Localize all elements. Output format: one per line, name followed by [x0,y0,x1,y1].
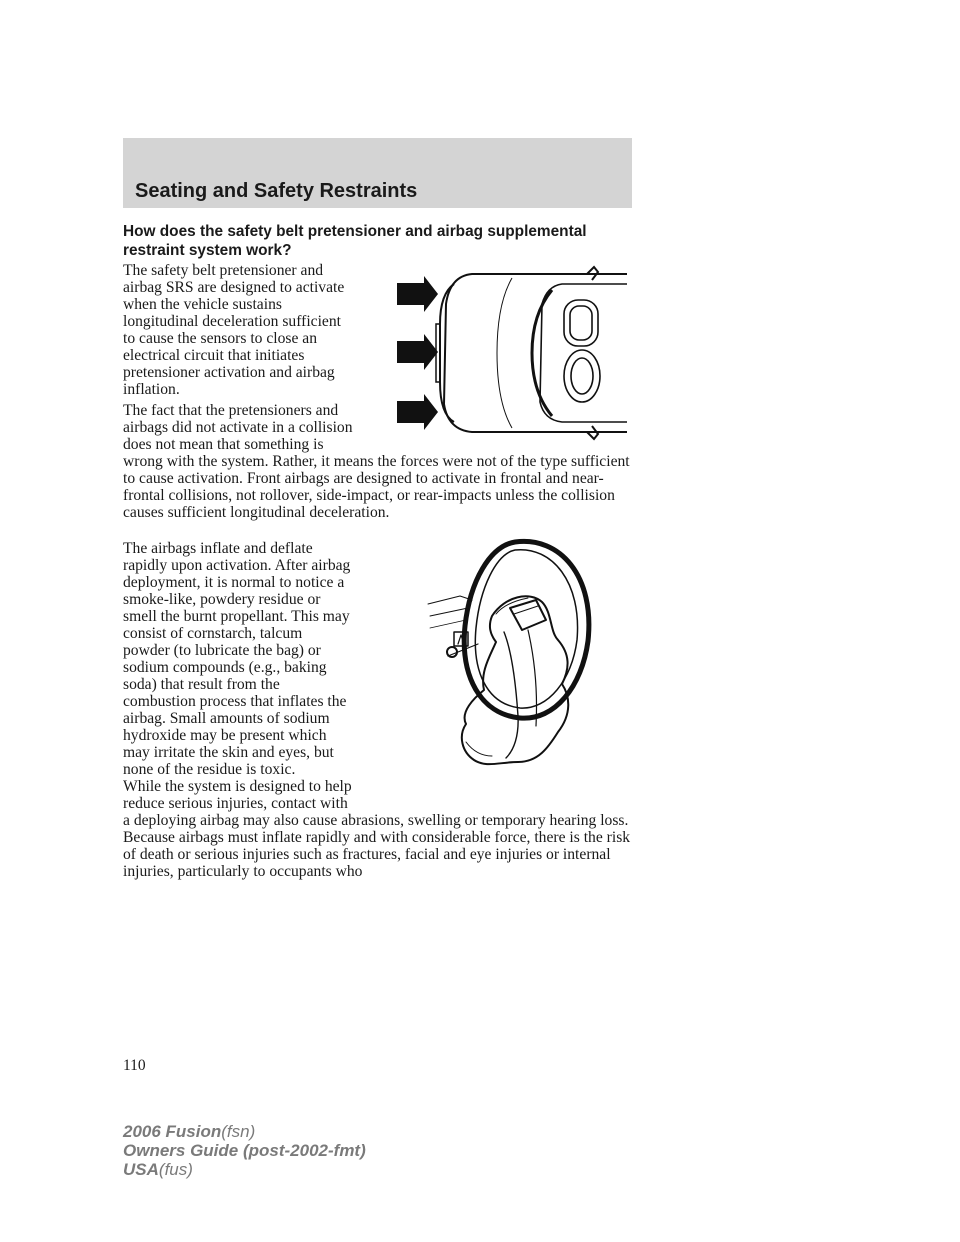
footer-model-code: (fsn) [221,1122,256,1141]
paragraph-no-activation-top: The fact that the pretensioners and airbags did not activate in a collision does not mean that something is [123,402,353,453]
impact-arrow-top [397,276,438,312]
paragraph-sensors: The safety belt pretensioner and airbag SRS are designed to activate when the vehicle sustains longitudinal deceleration sufficient to cause the sensors to close an electrical circuit that initiates pretensioner activation and airbag inflation. [123,262,345,398]
paragraph-injuries-bottom: a deploying airbag may also cause abrasions, swelling or temporary hearing loss. Because airbags must inflate rapidly and with considerable force, there is the risk of death or serious injuries such as fractures, facial and eye injuries or internal injuries, particularly to occupants who [123,812,631,880]
page-number: 110 [123,1057,146,1074]
footer-model: 2006 Fusion [123,1122,222,1141]
impact-arrow-middle [397,334,438,370]
deployed-airbag-illustration [420,536,610,774]
seats [564,300,600,402]
vehicle-outline [436,267,627,439]
footer-region-code: (fus) [158,1160,193,1179]
paragraph-injuries-top: While the system is designed to help reduce serious injuries, contact with [123,778,352,812]
footer-region: USA [123,1160,159,1179]
paragraph-residue: The airbags inflate and deflate rapidly upon activation. After airbag deployment, it is normal to notice a smoke-like, powdery residue or smell the burnt propellant. This may consist of cornstarch, talcum powder (to lubricate the bag) or sodium compounds (e.g., baking soda) that result from the combustion process that inflates the airbag. Small amounts of sodium hydroxide may be present which may irritate the skin and eyes, but none of the residue is toxic. [123,540,351,778]
paragraph-no-activation-bottom: wrong with the system. Rather, it means the forces were not of the type sufficient to cause activation. Front airbags are designed to activate in frontal and near-frontal collisions, not rollover, side-impact, or rear-impacts unless the collision causes sufficient longitudinal deceleration. [123,453,630,521]
footer-model-line [123,1122,366,1141]
frontal-impact-illustration [392,264,632,442]
section-title: Seating and Safety Restraints [135,180,418,202]
document-footer [123,1122,366,1179]
footer-guide: Owners Guide (post-2002-fmt) [123,1141,366,1160]
footer-region-line [123,1160,366,1179]
question-heading: How does the safety belt pretensioner and airbag supplemental restraint system work? [123,223,587,259]
impact-arrow-bottom [397,394,438,430]
